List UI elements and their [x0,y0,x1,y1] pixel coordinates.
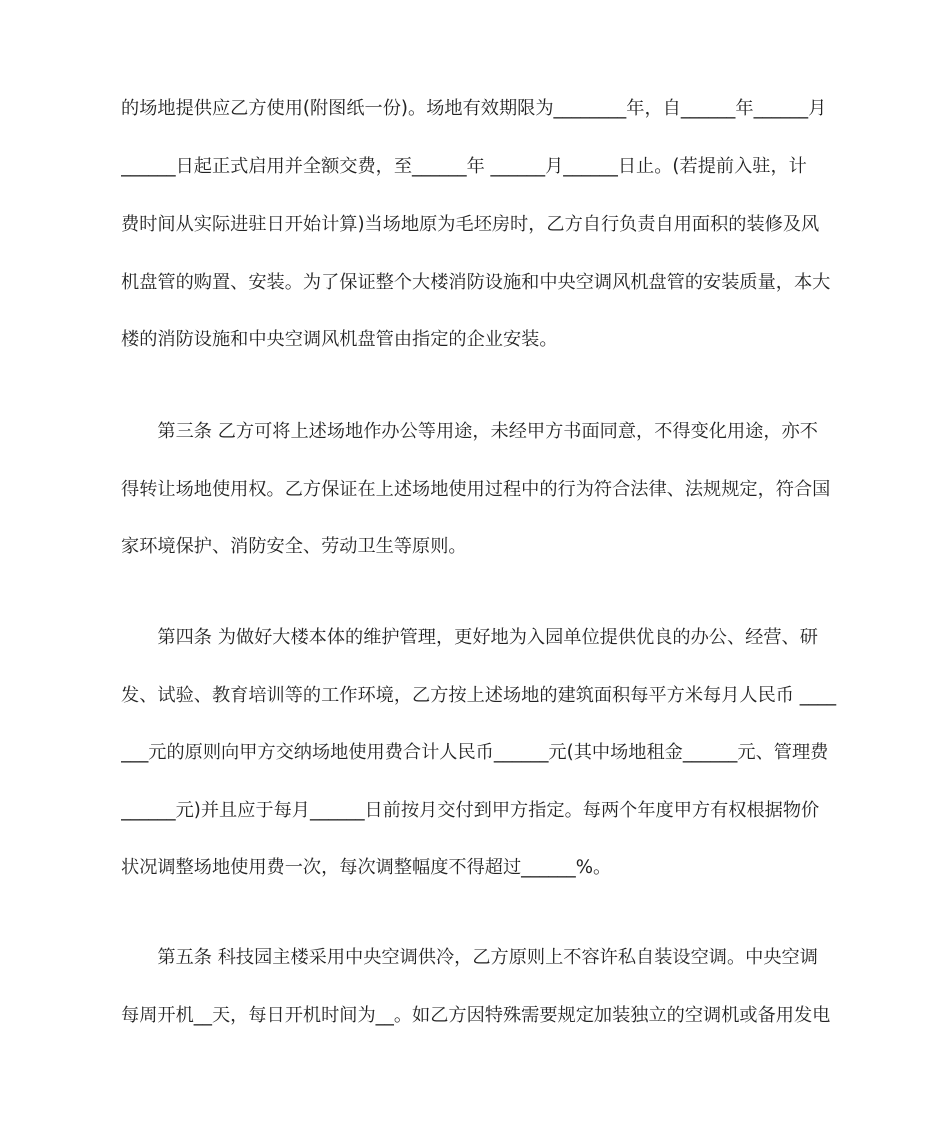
text-line: ___元的原则向甲方交纳场地使用费合计人民币______元(其中场地租金______元、管理费 [121,742,829,763]
text-line: ______元)并且应于每月______日前按月交付到甲方指定。每两个年度甲方有权根据物价 [121,800,820,821]
text-line: 第三条 乙方可将上述场地作办公等用途，未经甲方书面同意，不得变化用途，亦不 [121,421,818,442]
text-line: ______日起正式启用并全额交费，至______年 ______月______日止。(若提前入驻，计 [121,156,807,177]
text-line: 状况调整场地使用费一次，每次调整幅度不得超过______%。 [121,857,612,878]
text-line: 机盘管的购置、安装。为了保证整个大楼消防设施和中央空调风机盘管的安装质量，本大 [121,272,831,293]
text-line: 第四条 为做好大楼本体的维护管理，更好地为入园单位提供优良的办公、经营、研 [121,627,818,648]
text-line: 第五条 科技园主楼采用中央空调供冷，乙方原则上不容许私自装设空调。中央空调 [121,947,818,968]
text-line: 的场地提供应乙方使用(附图纸一份)。场地有效期限为________年，自______年______月 [121,98,827,119]
text-line: 费时间从实际进驻日开始计算)当场地原为毛坯房时，乙方自行负责自用面积的装修及风 [121,214,820,235]
text-line: 楼的消防设施和中央空调风机盘管由指定的企业安装。 [121,329,558,350]
text-line: 发、试验、教育培训等的工作环境，乙方按上述场地的建筑面积每平方米每月人民币 ____ [121,685,837,706]
text-line: 家环境保护、消防安全、劳动卫生等原则。 [121,536,467,557]
text-line: 每周开机__天，每日开机时间为__。如乙方因特殊需要规定加装独立的空调机或备用发电 [121,1005,831,1026]
text-line: 得转让场地使用权。乙方保证在上述场地使用过程中的行为符合法律、法规规定，符合国 [121,479,831,500]
